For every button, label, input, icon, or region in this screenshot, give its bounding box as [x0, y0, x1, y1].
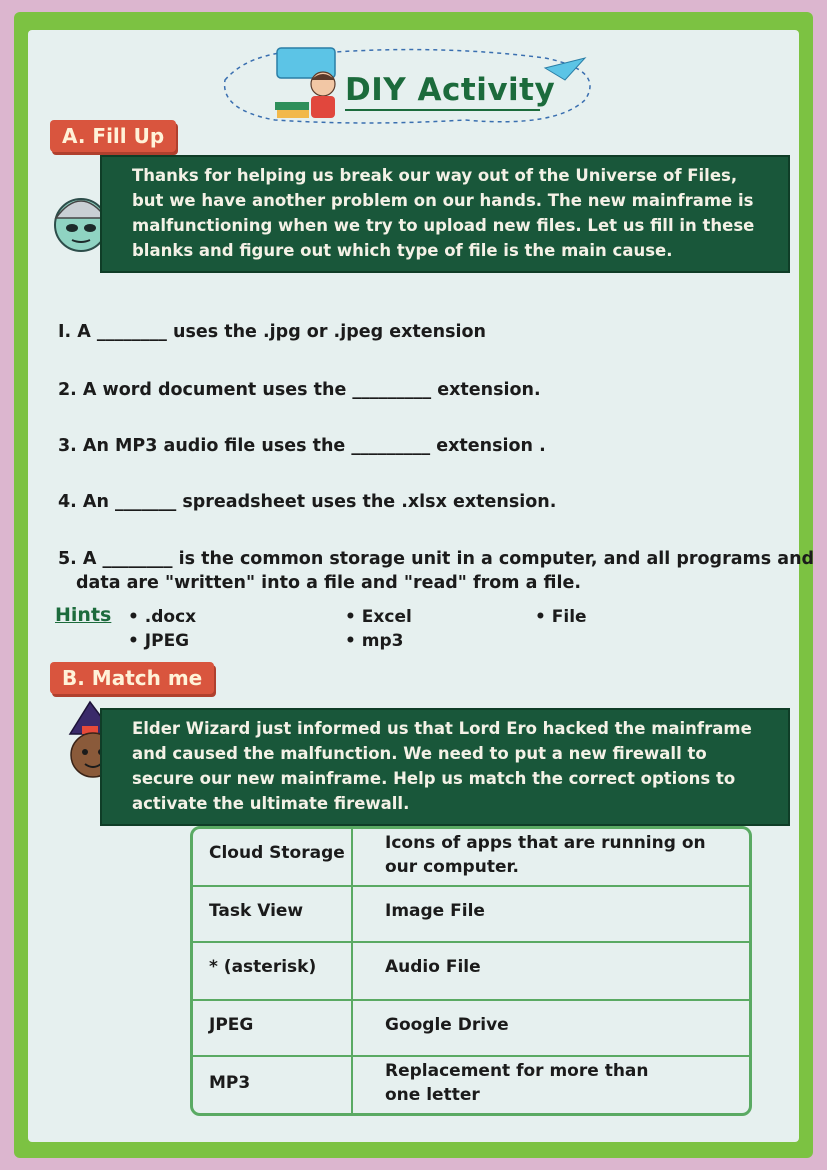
- table-cell-right-line2: our computer.: [385, 857, 519, 877]
- section-a-speech: Thanks for helping us break our way out of the Universe of Files, but we have another problem on our hands. The new mainframe is malfunctioning when we try to upload new files. Let us fill in these blanks and figure out which type of file is the main cause.: [100, 155, 790, 273]
- table-row: [193, 829, 749, 887]
- question-1: I. A ________ uses the .jpg or .jpeg extension: [58, 322, 486, 342]
- table-cell-right: Audio File: [385, 957, 481, 977]
- table-row: [193, 1055, 749, 1111]
- section-b-speech: Elder Wizard just informed us that Lord Ero hacked the mainframe and caused the malfunction. We need to put a new firewall to secure our new mainframe. Help us match the correct options to activate the ultimate firewall.: [100, 708, 790, 826]
- table-cell-right: Google Drive: [385, 1015, 509, 1035]
- table-cell-left: Cloud Storage: [209, 843, 345, 863]
- hint-jpeg: • JPEG: [128, 631, 190, 651]
- hint-file: • File: [535, 607, 587, 627]
- table-cell-left: * (asterisk): [209, 957, 317, 977]
- hint-excel: • Excel: [345, 607, 412, 627]
- section-b-tag: B. Match me: [50, 662, 214, 694]
- hint-mp3: • mp3: [345, 631, 404, 651]
- question-3: 3. An MP3 audio file uses the _________ extension .: [58, 436, 546, 456]
- question-5: 5. A ________ is the common storage unit in a computer, and all programs and: [58, 549, 815, 569]
- match-table: [190, 826, 752, 1116]
- question-2: 2. A word document uses the _________ extension.: [58, 380, 541, 400]
- question-4: 4. An _______ spreadsheet uses the .xlsx extension.: [58, 492, 557, 512]
- table-cell-right: Image File: [385, 901, 485, 921]
- table-cell-right-line2: one letter: [385, 1085, 480, 1105]
- table-cell-right: Replacement for more than: [385, 1061, 649, 1081]
- hints-label: Hints: [55, 604, 112, 626]
- page-title: DIY Activity: [345, 72, 556, 108]
- table-cell-left: JPEG: [209, 1015, 254, 1035]
- hint-docx: • .docx: [128, 607, 197, 627]
- title-underline: [345, 109, 540, 111]
- question-5-cont: data are "written" into a file and "read" from a file.: [76, 573, 581, 593]
- section-a-tag: A. Fill Up: [50, 120, 176, 152]
- table-row: [193, 999, 749, 1057]
- table-row: [193, 885, 749, 943]
- table-cell-right: Icons of apps that are running on: [385, 833, 706, 853]
- table-cell-left: MP3: [209, 1073, 251, 1093]
- table-row: [193, 941, 749, 1001]
- table-cell-left: Task View: [209, 901, 304, 921]
